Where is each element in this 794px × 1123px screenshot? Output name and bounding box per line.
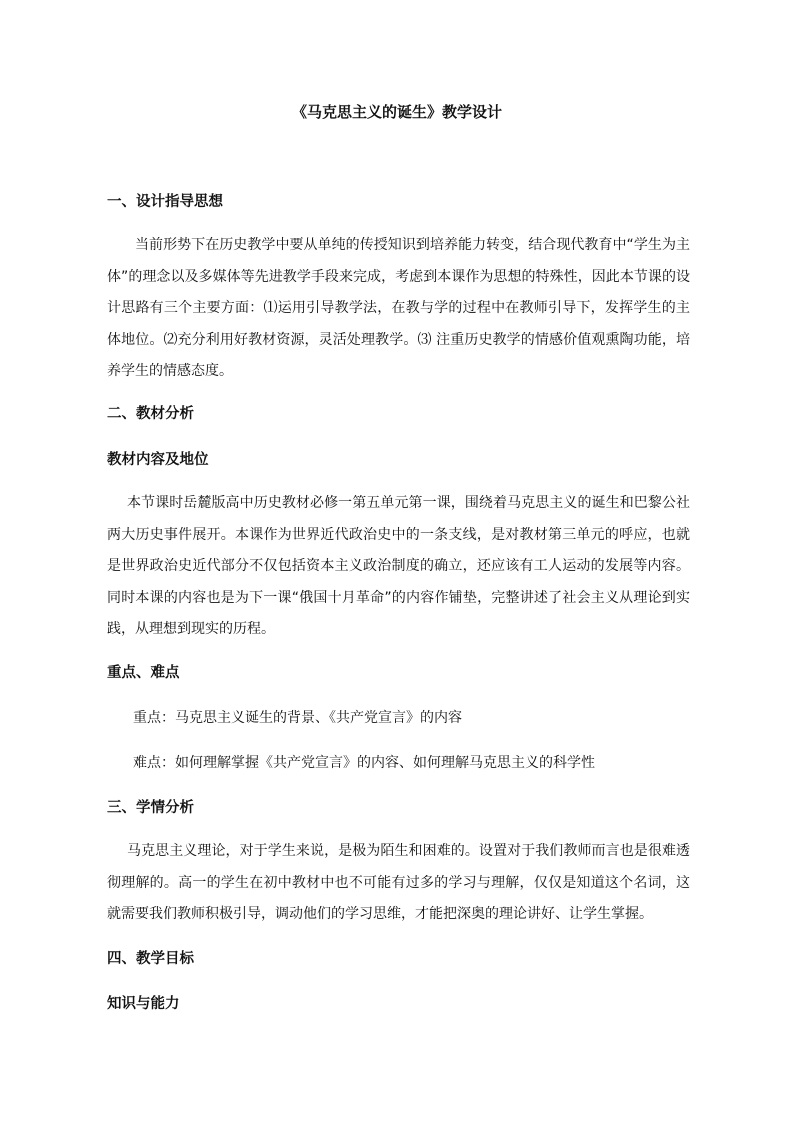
section-heading-guiding-thought: 一、设计指导思想 [107,194,223,210]
subheading-knowledge-ability: 知识与能力 [107,996,180,1012]
section-heading-textbook-analysis: 二、教材分析 [107,406,194,422]
learner-analysis-paragraph: 马克思主义理论，对于学生来说，是极为陌生和困难的。设置对于我们教师而言也是很难透彻理解的。高一的学生在初中教材中也不可能有过多的学习与理解，仅仅是知道这个名词，这就需要我们教师积极引导，调动他们的学习思维，才能把深奥的理论讲好、让学生掌握。 [107,843,690,922]
subheading-key-points: 重点、难点 [107,665,180,681]
key-point-line: 重点：马克思主义诞生的背景、《共产党宣言》的内容 [133,710,462,726]
guiding-thought-paragraph: 当前形势下在历史教学中要从单纯的传授知识到培养能力转变，结合现代教育中“学生为主体”的理念以及多媒体等先进教学手段来完成，考虑到本课作为思想的特殊性，因此本节课的设计思路有三个主要方面：⑴运用引导教学法，在教与学的过程中在教师引导下，发挥学生的主体地位。⑵充分利用好教材资源，灵活处理教学。⑶ 注重历史教学的情感价值观熏陶功能，培养学生的情感态度。 [107,237,690,379]
document-title: 《马克思主义的诞生》教学设计 [291,103,502,121]
textbook-content-paragraph: 本节课时岳麓版高中历史教材必修一第五单元第一课，围绕着马克思主义的诞生和巴黎公社两大历史事件展开。本课作为世界近代政治史中的一条支线，是对教材第三单元的呼应，也就是世界政治史近代部分不仅包括资本主义政治制度的确立，还应该有工人运动的发展等内容。同时本课的内容也是为下一课“俄国十月革命”的内容作铺垫，完整讲述了社会主义从理论到实践，从理想到现实的历程。 [107,495,690,637]
section-heading-learner-analysis: 三、学情分析 [107,800,194,816]
section-heading-teaching-goals: 四、教学目标 [107,951,194,967]
subheading-textbook-content: 教材内容及地位 [107,452,209,468]
difficult-point-line: 难点：如何理解掌握《共产党宣言》的内容、如何理解马克思主义的科学性 [133,755,595,771]
